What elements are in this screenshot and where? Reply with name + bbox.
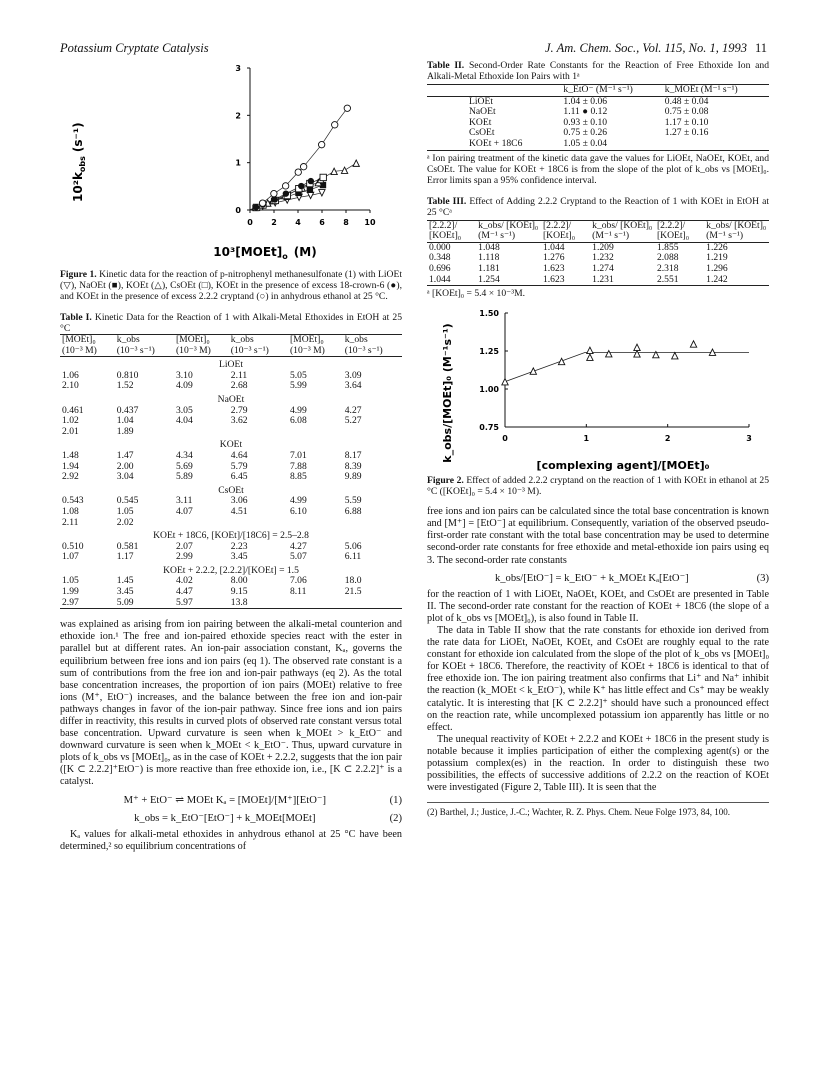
table-3-cell: 1.296 [706,262,728,274]
table-3-cell: 1.044 [427,275,476,286]
table-1-cell: 2.79 [230,404,248,416]
figure-1-xlabel: $10^3[MOEt]_o$ (M) [213,245,317,261]
figure-2-x-tick-label: 2 [664,434,671,444]
table-3-cell: 1.242 [704,275,769,286]
equation-3-number: (3) [756,572,769,584]
table-1-cell: 3.09 [344,369,362,381]
table-1-cell [229,518,288,529]
table-3-cell: 1.219 [706,252,728,264]
table-2-cell [663,139,769,150]
table-1-cell: 5.59 [344,495,362,507]
figure-2-point [690,341,696,347]
table-3-cell: 1.855 [656,241,679,253]
table-3 [427,220,769,287]
table-2-cell: KOEt + 18C6 [427,139,561,150]
table-2-cell: CsOEt [469,127,495,139]
table-1-label: Table I. [60,312,92,323]
table-1-cell: 0.543 [62,495,84,507]
table-1-cell: 9.15 [230,586,248,598]
t1-u4: (10⁻³ M) [288,346,343,357]
figure-2-point [634,351,640,357]
table-2-cell: 1.04 ± 0.06 [563,95,608,107]
table-1-cell: 0.437 [116,404,139,416]
table-1-cell: 1.48 [62,449,79,461]
table-1-cell: 1.08 [62,505,79,517]
table-1-cell: 5.69 [175,460,193,472]
figure-1-x-tick-label: 4 [295,218,301,227]
right-paragraph-2: for the reaction of 1 with LiOEt, NaOEt, KOEt, and CsOEt are presented in Table II. The second-order rate constant for the reaction of KOEt + 18C6 (the slope of a plot of k_obs vs [MOEt]₀), is also found in Table II. [427,588,769,624]
table-1-cell: 5.05 [289,369,307,381]
figure-2-y-tick-label: 1.50 [479,309,499,319]
table-row [60,427,402,438]
table-1-cell: 2.23 [230,540,248,552]
table-3-cell: 2.551 [655,275,704,286]
figure-1-point [308,178,314,184]
table-1-cell: 8.11 [289,586,307,598]
figure-1-caption-label: Figure 1. [60,269,97,280]
table-1-cell [343,518,402,529]
table-3-caption [427,196,769,218]
table-1-cell: 1.89 [116,425,134,437]
table-1-cell: 6.11 [344,551,362,563]
table-1-cell: 3.06 [230,495,248,507]
table-2-label: Table II. [427,60,465,71]
table-1-cell: 8.00 [230,575,248,587]
table-1-cell: 6.45 [230,471,248,483]
table-2-footnote: ᵃ Ion pairing treatment of the kinetic data gave the values for LiOEt, NaOEt, KOEt, and CsOEt. The value for KOEt + 18C6 is from the slope of the plot of k_obs vs [MOEt]₀. Error limits span a 95% confidence interval. [427,152,769,186]
figure-2-fit-line [505,352,749,381]
t3-h1: k_obs/ [KOEt]₀ (M⁻¹ s⁻¹) [476,220,541,242]
figure-1-x-tick-label: 10 [364,218,376,227]
table-1-cell: 2.99 [175,551,193,563]
table-1-group-4: KOEt + 18C6, [KOEt]/[18C6] = 2.5–2.8 [153,530,309,542]
table-1-cell: 2.92 [62,471,79,483]
table-1-cell: 5.06 [344,540,362,552]
table-1-cell: 4.07 [175,505,193,517]
figure-2-x-tick-label: 1 [583,434,590,444]
table-1-cell: 2.11 [62,516,79,528]
table-1-cell [174,427,229,438]
table-2-cell: KOEt [469,116,492,128]
equation-2-text: k_obs = k_EtO⁻[EtO⁻] + k_MOEt[MOEt] [134,812,316,824]
figure-1-point [300,163,306,169]
table-2-cell: 0.93 ± 0.10 [563,116,608,128]
left-column [60,60,402,853]
table-1-cell: 4.99 [289,404,307,416]
table-1-cell: 1.17 [116,551,134,563]
running-header-title: Potassium Cryptate Catalysis [60,41,209,55]
figure-2-xlabel: [complexing agent]/[MOEt]₀ [536,459,710,473]
table-1-cell: 6.08 [289,415,307,427]
t3-h4: [2.2.2]/ [KOEt]₀ [655,220,704,242]
table-1-cell: 1.05 [62,575,79,587]
t3-h5: k_obs/ [KOEt]₀ (M⁻¹ s⁻¹) [704,220,769,242]
table-2-cell: 1.11 ● 0.12 [563,106,608,118]
table-3-cell: 1.048 [478,241,500,253]
figure-1-point [319,190,325,196]
figure-2-y-tick-label: 1.00 [479,385,499,395]
table-1-cell: 4.51 [230,505,248,517]
table-3-cell: 2.318 [656,262,679,274]
table-1-group-3: CsOEt [218,484,244,496]
table-row [60,518,402,529]
t1-u2: (10⁻³ M) [174,346,229,357]
figure-2-x-tick-label: 3 [746,434,752,444]
figure-1-point [332,122,338,128]
table-1-cell: 3.62 [230,415,248,427]
table-1-cell: 4.47 [175,586,193,598]
table-1-cell: 1.47 [116,449,134,461]
table-1-cell: 5.07 [289,551,307,563]
table-2-cell: 1.17 ± 0.10 [664,116,709,128]
table-3-cell: 1.254 [476,275,541,286]
table-1-cell: 6.88 [344,505,362,517]
figure-1-point [318,141,324,147]
table-2-cell: 0.48 ± 0.04 [664,95,709,107]
table-1-cell: 0.810 [116,369,139,381]
table-1-group-1: NaOEt [217,393,245,405]
figure-1-y-tick-label: 3 [235,64,241,73]
figure-2-y-tick-label: 1.25 [479,347,499,357]
t1-h2: [MOEt]₀ [174,335,229,346]
table-3-cell: 1.274 [592,262,614,274]
figure-1 [60,60,402,265]
table-2-title: Second-Order Rate Constants for the Reaction of Free Ethoxide Ion and Alkali-Metal Ethoxide Ion Pairs with 1ᵃ [427,60,769,82]
table-1-group-5: KOEt + 2.2.2, [2.2.2]/[KOEt] = 1.5 [163,564,299,576]
figure-1-caption [60,269,402,302]
table-3-cell: 0.348 [429,252,451,264]
table-1-cell [343,427,402,438]
table-1-cell: 3.10 [175,369,193,381]
right-paragraph-3: The data in Table II show that the rate constants for ethoxide ion derived from the rate data for LiOEt, NaOEt, KOEt, and CsOEt are roughly equal to the rate constant for ethoxide ion calculated from the slope of the plot of k_obs vs [MOEt]₀ for KOEt + 18C6. Therefore, the reactivity of KOEt + 18C6 is identical to that of free ethoxide ion. The ion pairing treatment also confirms that Li⁺ and Na⁺ inhibit the reaction (k_MOEt < k_EtO⁻), while K⁺ has little effect and Cs⁺ may be weakly catalytic. It is interesting that [K ⊂ 2.2.2]⁺ should have such a pronounced effect on the reaction rate, while uncomplexed potassium ion apparently has little or no effect. [427,624,769,733]
table-3-cell: 1.276 [542,252,565,264]
table-3-cell: 1.181 [478,262,500,274]
table-2-cell: 1.27 ± 0.16 [664,127,709,139]
table-1-cell: 7.06 [289,575,307,587]
t1-h4: [MOEt]₀ [288,335,343,346]
t2-h2: k_MOEt (M⁻¹ s⁻¹) [663,85,769,97]
table-2-cell: 1.05 ± 0.04 [561,139,662,150]
table-1-cell: 4.99 [289,495,307,507]
table-1-cell: 4.34 [175,449,193,461]
table-1-cell: 4.02 [175,575,193,587]
figure-2-y-tick-label: 0.75 [479,423,499,433]
table-3-label: Table III. [427,195,467,207]
figure-1-point [271,190,277,196]
table-1-cell [229,427,288,438]
figure-1-x-tick-label: 8 [343,218,349,227]
table-1-cell: 13.8 [229,598,288,609]
figure-1-y-tick-label: 1 [235,158,241,168]
figure-1-point [295,169,301,175]
table-2 [427,84,769,151]
equation-1-number: (1) [389,794,402,806]
figure-1-x-tick-label: 2 [271,218,277,227]
table-1-cell: 4.27 [344,404,362,416]
table-2-cell: LiOEt [469,95,493,107]
table-1-group-0: LiOEt [219,359,243,371]
table-1-cell: 1.06 [62,369,79,381]
table-1-cell: 1.04 [116,415,134,427]
journal-citation: J. Am. Chem. Soc., Vol. 115, No. 1, 1993 [545,41,747,55]
t2-h0 [427,85,561,97]
table-1-cell [343,598,402,609]
table-1-cell: 7.88 [289,460,307,472]
t1-h1: k_obs [115,335,174,346]
table-1-cell: 2.07 [175,540,193,552]
table-1-cell: 3.64 [344,380,362,392]
figure-1-point [259,200,265,206]
table-2-cell: 0.75 ± 0.08 [664,106,709,118]
t1-u1: (10⁻³ s⁻¹) [115,346,174,357]
table-row [427,264,769,275]
table-1-cell: 0.510 [62,540,84,552]
table-3-cell: 1.118 [478,252,500,264]
table-1-cell: 2.10 [62,380,79,392]
figure-2-ylabel: k_obs/[MOEt]₀ (M⁻¹s⁻¹) [441,323,454,463]
table-row [427,275,769,286]
table-1-group-2: KOEt [219,439,243,451]
table-1-cell: 0.461 [62,404,84,416]
table-row [60,507,402,518]
table-row [60,552,402,563]
table-1-cell: 2.01 [62,425,79,437]
figure-1-caption-text: Kinetic data for the reaction of p-nitrophenyl methanesulfonate (1) with LiOEt (▽), NaOEt (■), KOEt (△), CsOEt (□), KOEt in the presence of excess 18-crown-6 (●), and KOEt in the presence of excess 2.2.2 cryptand (○) in anhydrous ethanol at 25 °C. [60,269,402,302]
t3-h2: [2.2.2]/ [KOEt]₀ [541,220,590,242]
table-1-cell: 3.45 [230,551,248,563]
table-1-cell: 21.5 [344,586,362,598]
table-row [60,381,402,392]
equation-2-number: (2) [389,812,402,824]
table-row [427,139,769,150]
figure-1-x-tick-label: 0 [247,218,253,227]
table-1-cell: 8.39 [344,460,362,472]
table-3-cell: 1.232 [592,252,614,264]
figure-1-x-tick-label: 6 [319,218,325,227]
equation-1 [60,795,402,807]
t1-u3: (10⁻³ s⁻¹) [229,346,288,357]
table-1-cell: 5.99 [289,380,307,392]
table-3-cell: 1.226 [706,241,728,253]
table-1-cell: 0.545 [116,495,139,507]
table-3-cell: 0.696 [429,262,451,274]
table-1-cell: 5.09 [115,598,174,609]
table-1-cell: 1.07 [62,551,79,563]
table-1-cell: 0.581 [116,540,139,552]
table-1-cell: 2.00 [116,460,134,472]
table-1-cell: 8.17 [344,449,362,461]
equation-2 [60,813,402,825]
table-1-title: Kinetic Data for the Reaction of 1 with Alkali-Metal Ethoxides in EtOH at 25 °C [60,312,402,334]
table-1-cell: 3.45 [116,586,134,598]
table-1-cell [288,518,343,529]
table-1-cell: 2.11 [230,369,248,381]
figure-1-point [272,196,278,202]
figure-1-point [307,187,313,193]
t1-h0: [MOEt]₀ [60,335,115,346]
table-1-cell: 3.05 [175,404,193,416]
table-3-footnote: ᵃ [KOEt]₀ = 5.4 × 10⁻³M. [427,288,526,300]
figure-1-point [344,105,350,111]
table-1-cell: 3.04 [116,471,134,483]
figure-1-point [353,160,359,166]
figure-1-y-tick-label: 2 [235,111,241,121]
table-3-cell: 1.623 [542,262,565,274]
table-1-cell [174,518,229,529]
table-2-cell: NaOEt [469,106,496,118]
equation-3 [427,573,769,585]
equation-1-text: M⁺ + EtO⁻ ⇌ MOEt Kₐ = [MOEt]/[M⁺][EtO⁻] [123,794,326,806]
table-1-cell: 4.64 [230,449,248,461]
table-1-cell: 1.52 [116,380,134,392]
table-1-cell: 4.04 [175,415,193,427]
table-1-cell: 1.99 [62,586,79,598]
figure-2-x-tick-label: 0 [502,434,508,444]
t1-u5: (10⁻³ s⁻¹) [343,346,402,357]
figure-2-caption-label: Figure 2. [427,475,464,487]
figure-1-point [298,183,304,189]
t1-h3: k_obs [229,335,288,346]
table-3-cell: 1.044 [542,241,565,253]
table-1-cell: 6.10 [289,505,307,517]
figure-1-point [307,192,313,198]
table-1-cell: 18.0 [344,575,362,587]
table-row [60,472,402,483]
figure-2-point [672,353,678,359]
figure-1-y-tick-label: 0 [235,206,241,215]
table-3-cell: 1.623 [541,275,590,286]
table-1-cell: 2.02 [116,516,134,528]
table-1-cell: 8.85 [289,471,307,483]
figure-2-caption [427,475,769,497]
table-row [60,598,402,609]
table-1-cell: 2.97 [60,598,115,609]
figure-2-point [606,351,612,357]
table-1-cell [288,427,343,438]
table-1-cell [288,598,343,609]
figure-2-point [587,347,593,353]
figure-2-point [530,368,536,374]
figure-2 [427,303,769,475]
equation-3-text: k_obs/[EtO⁻] = k_EtO⁻ + k_MOEt Kₐ[EtO⁻] [494,572,689,584]
table-1-cell: 4.09 [175,380,193,392]
figure-1-point [283,190,289,196]
table-row [60,416,402,427]
right-column [427,60,769,818]
left-paragraph-1: was explained as arising from ion pairing between the alkali-metal counterion and ethoxide ion.¹ The free and ion-paired ethoxide species react with the ester in parallel but at different rates. An ion-pair association constant, Kₐ, governs the equilibrium between free ions and ion pairs (eq 1). The observed rate constant is a sum of contributions from the free ion and ion-pair pathways (eq 2). As the total base concentration increases, the proportion of ion pairs (MOEt) relative to free ions (M⁺, EtO⁻) increases, and the balance between the free ion and ion-pair pathways changes in favor of the ion-pair pathway. Since free ions and ion pairs differ in reactivity, this results in curved plots of observed rate constant versus total base concentration. Upward curvature is seen when k_MOEt > k_EtO⁻ and downward curvature is seen when k_MOEt < k_EtO⁻. Thus, upward curvature in plots of k_obs vs [MOEt]₀, as in the case of KOEt + 2.2.2, suggests that the ion pair ([K ⊂ 2.2.2]⁺EtO⁻) is more reactive than free ethoxide ion, i.e., [K ⊂ 2.2.2]⁺ is a catalyst. [60,619,402,788]
figure-1-point [282,183,288,189]
figure-2-chart [427,303,769,475]
table-3-cell: 2.088 [656,252,679,264]
table-1-cell: 5.79 [230,460,248,472]
figure-1-ylabel: $10^2k_{obs}(s^{-1})$ [71,122,87,202]
t1-u0: (10⁻³ M) [60,346,115,357]
table-1-cell: 1.05 [116,505,134,517]
right-paragraph-1: free ions and ion pairs can be calculated since the total base concentration is known and [M⁺] = [EtO⁻] at equilibrium. Consequently, variation of the observed pseudo-first-order rate constant with the total base concentration may be used to determine second-order rate constants for free ethoxide and metal-ethoxide ion pairs using eq 3. The second-order rate constants [427,506,769,566]
table-1-cell: 1.45 [116,575,134,587]
table-3-cell: 1.209 [592,241,614,253]
right-paragraph-4: The unequal reactivity of KOEt + 2.2.2 and KOEt + 18C6 in the present study is notable because it implies participation of either the complexing agent(s) or the potassium complex(es) in the reaction. In order to distinguish these two possibilities, the effects of successive additions of 2.2.2 on the reaction of KOEt were investigated (Figure 2, Table III). It is seen that the [427,733,769,794]
table-1-cell: 7.01 [289,449,307,461]
table-2-cell: 0.75 ± 0.26 [563,127,608,139]
table-3-cell: 0.000 [429,241,451,253]
figure-2-point [587,354,593,360]
table-1-cell: 4.27 [289,540,307,552]
t3-h3: k_obs/ [KOEt]₀ (M⁻¹ s⁻¹) [590,220,655,242]
table-1-cell: 9.89 [344,471,362,483]
table-row [60,451,402,462]
figure-1-point [320,174,326,180]
t1-h5: k_obs [343,335,402,346]
figure-1-chart [60,60,402,265]
figure-2-point [634,344,640,350]
table-2-caption [427,60,769,82]
table-3-cell: 1.231 [590,275,655,286]
table-1 [60,334,402,609]
table-1-caption [60,312,402,334]
page-number: 11 [754,41,767,55]
table-1-cell: 5.97 [174,598,229,609]
running-header-journal [545,41,767,56]
table-1-cell: 5.89 [175,471,193,483]
table-3-title: Effect of Adding 2.2.2 Cryptand to the Reaction of 1 with KOEt in EtOH at 25 °Cᵃ [427,195,769,218]
table-1-cell: 5.27 [344,415,362,427]
table-1-cell: 1.02 [62,415,79,427]
table-1-cell: 2.68 [230,380,248,392]
left-paragraph-2: Kₐ values for alkali-metal ethoxides in anhydrous ethanol at 25 °C have been determined,² so equilibrium concentrations of [60,828,402,852]
figure-1-point [253,204,259,210]
t3-h0: [2.2.2]/ [KOEt]₀ [427,220,476,242]
table-1-cell: 3.11 [175,495,193,507]
footnote-2: (2) Barthel, J.; Justice, J.-C.; Wachter, R. Z. Phys. Chem. Neue Folge 1973, 84, 100. [427,802,769,817]
t2-h1: k_EtO⁻ (M⁻¹ s⁻¹) [561,85,662,97]
table-1-cell: 1.94 [62,460,79,472]
figure-2-point [502,379,508,385]
figure-2-caption-text: Effect of added 2.2.2 cryptand on the reaction of 1 with KOEt in ethanol at 25 °C ([KOEt]₀ = 5.4 × 10⁻³ M). [427,475,769,498]
